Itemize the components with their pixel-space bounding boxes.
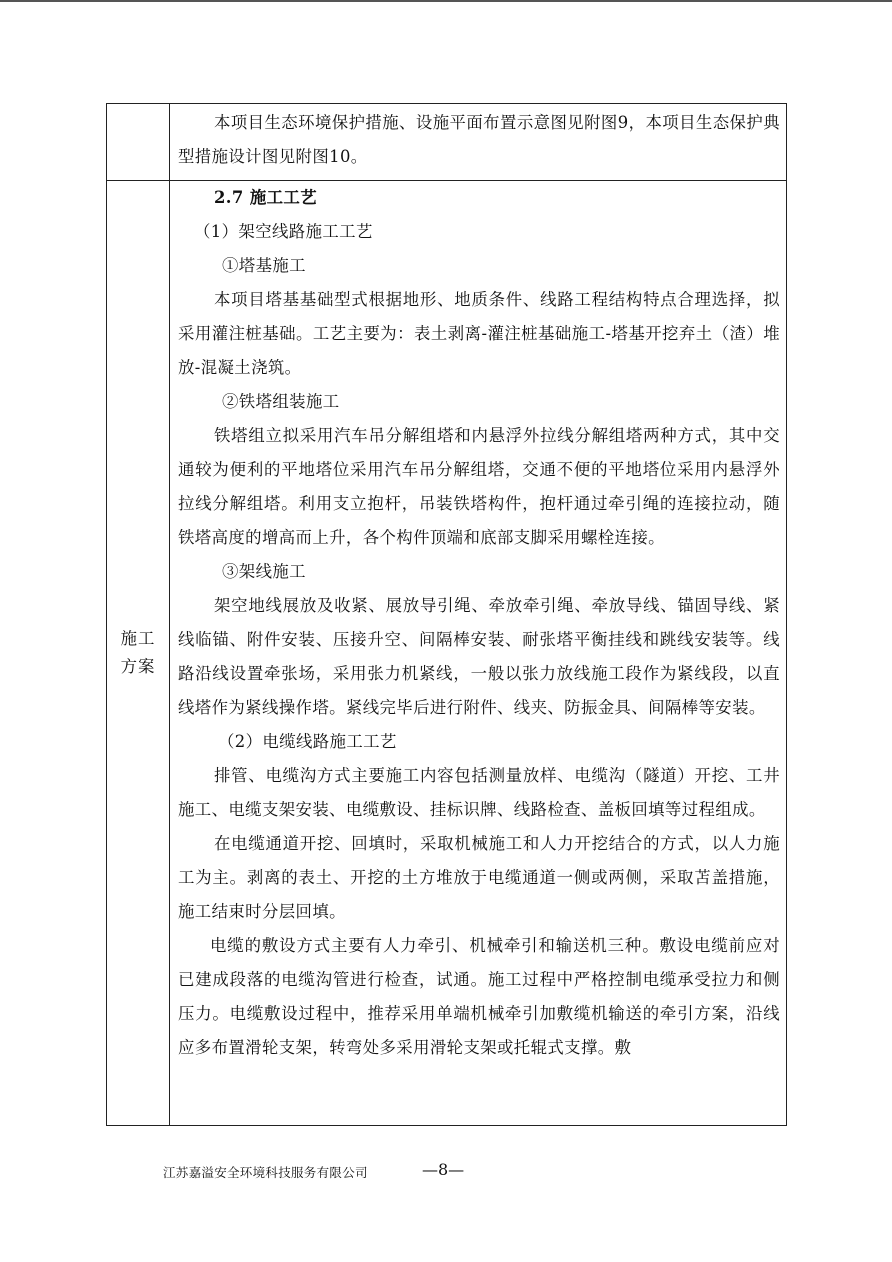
subsection-overhead-line: （1）架空线路施工工艺: [194, 222, 373, 241]
page-number: —8—: [422, 1160, 465, 1179]
row-label-construction-plan: 施工方案: [120, 629, 156, 676]
footer-company-name: 江苏嘉溢安全环境科技服务有限公司: [163, 1165, 368, 1180]
paragraph-cable-laying: 电缆的敷设方式主要有人力牵引、机械牵引和输送机三种。敷设电缆前应对已建成段落的电缆沟管进行检查，试通。施工过程中严格控制电缆承受拉力和侧压力。电缆敷设过程中，推荐采用单端机械牵引加敷缆机输送的牵引方案，沿线应多布置滑轮支架，转弯处多采用滑轮支架或托辊式支撑。敷: [178, 936, 780, 1057]
row-content-cell: [170, 181, 786, 1125]
paragraph-tower-foundation: 本项目塔基基础型式根据地形、地质条件、线路工程结构特点合理选择，拟采用灌注桩基础。工艺主要为：表土剥离-灌注桩基础施工-塔基开挖弃土（渣）堆放-混凝土浇筑。: [178, 290, 780, 377]
item-title-tower-assembly: ②铁塔组装施工: [222, 392, 340, 411]
item-title-stringing: ③架线施工: [222, 562, 306, 581]
paragraph-tower-assembly: 铁塔组立拟采用汽车吊分解组塔和内悬浮外拉线分解组塔两种方式，其中交通较为便利的平地塔位采用汽车吊分解组塔，交通不便的平地塔位采用内悬浮外拉线分解组塔。利用支立抱杆，吊装铁塔构件，抱杆通过牵引绳的连接拉动，随铁塔高度的增高而上升，各个构件顶端和底部支脚采用螺栓连接。: [178, 426, 780, 547]
top-border-line: [0, 0, 892, 2]
content-table: [106, 103, 787, 1126]
paragraph-cable-excavation: 在电缆通道开挖、回填时，采取机械施工和人力开挖结合的方式，以人力施工为主。剥离的表土、开挖的土方堆放于电缆通道一侧或两侧，采取苫盖措施，施工结束时分层回填。: [178, 834, 780, 921]
table-row: [107, 180, 786, 1125]
subsection-cable-line: （2）电缆线路施工工艺: [218, 732, 397, 751]
row-label-cell: [107, 181, 170, 1125]
row-content-cell: [170, 104, 786, 180]
item-title-tower-foundation: ①塔基施工: [222, 256, 306, 275]
paragraph-ecology-reference: 本项目生态环境保护措施、设施平面布置示意图见附图9，本项目生态保护典型措施设计图见附图10。: [178, 113, 780, 166]
section-heading: 2.7 施工工艺: [214, 188, 317, 207]
paragraph-stringing: 架空地线展放及收紧、展放导引绳、牵放牵引绳、牵放导线、锚固导线、紧线临锚、附件安装、压接升空、间隔棒安装、耐张塔平衡挂线和跳线安装等。线路沿线设置牵张场，采用张力机紧线，一般以张力放线施工段作为紧线段，以直线塔作为紧线操作塔。紧线完毕后进行附件、线夹、防振金具、间隔棒等安装。: [178, 596, 780, 717]
row-label-cell: [107, 104, 170, 180]
table-row: [107, 104, 786, 180]
paragraph-cable-works: 排管、电缆沟方式主要施工内容包括测量放样、电缆沟（隧道）开挖、工井施工、电缆支架安装、电缆敷设、挂标识牌、线路检查、盖板回填等过程组成。: [178, 766, 780, 819]
